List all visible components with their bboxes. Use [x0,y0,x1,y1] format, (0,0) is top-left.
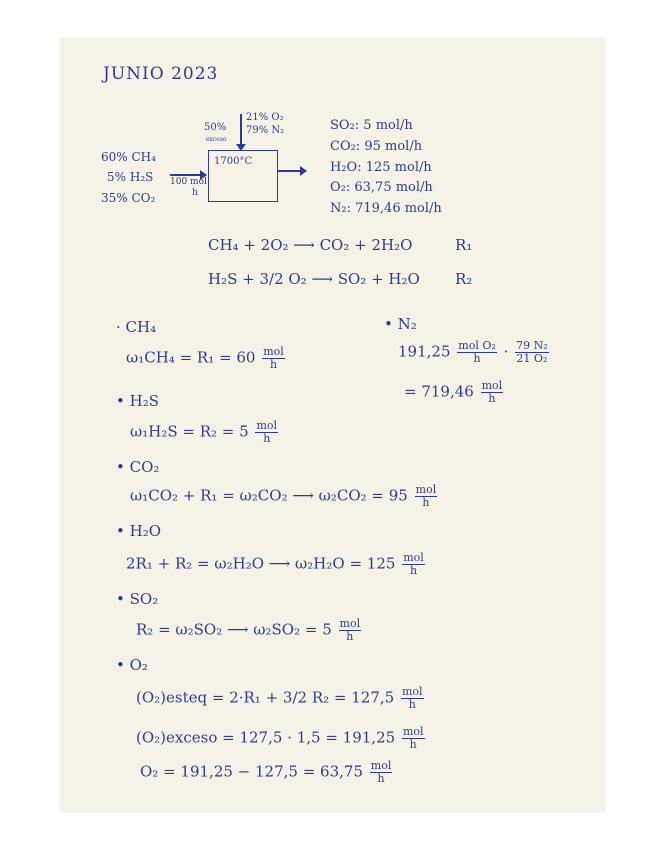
section-h2o-heading: • H₂O [116,522,162,540]
section-h2s-equation [130,420,280,445]
feed-flow-unit: h [192,188,198,198]
unit-h: h [346,630,354,643]
n2-result-value: = 719,46 [404,382,474,401]
unit-h: h [408,698,416,711]
n2-o2-unit [457,340,497,365]
ratio-numerator: 79 N₂ [516,339,548,352]
unit-h: h [488,392,496,405]
section-so2-heading: • SO₂ [116,590,159,608]
section-n2-result [404,380,505,405]
section-ch4-equation [126,346,287,371]
so2-expression: R₂ = ω₂SO₂ ⟶ ω₂SO₂ = 5 [136,620,332,639]
section-h2s-heading: • H₂S [116,392,159,410]
o2-result-expression: O₂ = 191,25 − 127,5 = 63,75 [140,762,363,781]
reaction-2: H₂S + 3/2 O₂ ⟶ SO₂ + H₂O [208,270,420,288]
n2-result-unit [481,380,504,405]
unit-h: h [409,564,418,577]
section-co2-equation [130,484,439,509]
unit-mol: mol [481,379,503,392]
unit-mol: mol [403,551,424,564]
reaction-1-label: R₁ [455,236,473,254]
product-h2o: H₂O: 125 mol/h [330,160,432,175]
unit-mol: mol [415,483,437,496]
o2-excess-unit [402,726,425,751]
o2-result-unit [370,760,393,785]
o2-stoich-unit [401,686,424,711]
unit-mol: mol [402,725,424,738]
product-co2: CO₂: 95 mol/h [330,139,423,154]
unit-h: h [269,358,278,371]
unit-h: h [377,772,385,785]
feed-h2s: 5% H₂S [107,170,154,184]
feed-ch4: 60% CH₄ [101,150,156,164]
section-n2-heading: • N₂ [384,315,417,333]
product-outlet-arrowhead [300,166,307,176]
unit-h: h [263,432,271,445]
air-n2-composition: 79% N₂ [246,125,285,136]
ch4-unit [262,346,285,371]
section-co2-heading: • CO₂ [116,458,160,476]
reactor-temperature: 1700°C [214,156,253,167]
product-n2: N₂: 719,46 mol/h [330,201,442,216]
co2-unit [415,484,438,509]
unit-h: h [422,496,430,509]
reaction-1: CH₄ + 2O₂ ⟶ CO₂ + 2H₂O [208,236,413,254]
section-o2-heading: • O₂ [116,656,148,674]
h2s-unit [255,420,278,445]
section-o2-line-2 [136,726,427,751]
unit-mol: mol [263,345,284,358]
unit-mol: mol [339,617,361,630]
air-inlet-line [240,114,242,148]
feed-co2: 35% CO₂ [101,191,156,205]
air-o2-composition: 21% O₂ [246,112,284,123]
unit-h: h [409,738,417,751]
h2s-expression: ω₁H₂S = R₂ = 5 [130,422,249,441]
section-o2-line-1 [136,686,426,711]
o2-excess-expression: (O₂)exceso = 127,5 · 1,5 = 191,25 [136,728,396,747]
co2-expression: ω₁CO₂ + R₁ = ω₂CO₂ ⟶ ω₂CO₂ = 95 [130,486,408,505]
o2-stoich-expression: (O₂)esteq = 2·R₁ + 3/2 R₂ = 127,5 [136,688,395,707]
air-excess-label: exceso [206,136,227,143]
unit-mol: mol [256,419,278,432]
section-o2-line-3 [140,760,394,785]
product-o2: O₂: 63,75 mol/h [330,180,433,195]
section-so2-equation [136,618,363,643]
ch4-expression: ω₁CH₄ = R₁ = 60 [126,348,256,367]
section-h2o-equation [126,552,427,577]
product-so2: SO₂: 5 mol/h [330,118,413,133]
n2-o2-value: 191,25 [398,342,451,361]
section-ch4-heading: · CH₄ [116,318,157,336]
feed-flow-value: 100 mol [170,177,207,187]
unit-mol: mol [401,685,423,698]
air-excess-percent: 50% [204,122,227,133]
page-title: JUNIO 2023 [103,64,219,84]
h2o-expression: 2R₁ + R₂ = ω₂H₂O ⟶ ω₂H₂O = 125 [126,554,396,573]
ratio-denominator: 21 O₂ [516,352,548,365]
unit-h: h [473,352,481,365]
h2o-unit [402,552,425,577]
unit-mol: mol [370,759,392,772]
unit-mol-o2: mol O₂ [458,339,496,352]
section-n2-equation: 191,25 $\frac{\text{mol O₂}}{h}$ · $\frac{\text{79 N₂}}{\text{21 O₂}}$ [398,339,548,365]
so2-unit [339,618,362,643]
reaction-2-label: R₂ [455,270,473,288]
n2-ratio [515,340,549,365]
